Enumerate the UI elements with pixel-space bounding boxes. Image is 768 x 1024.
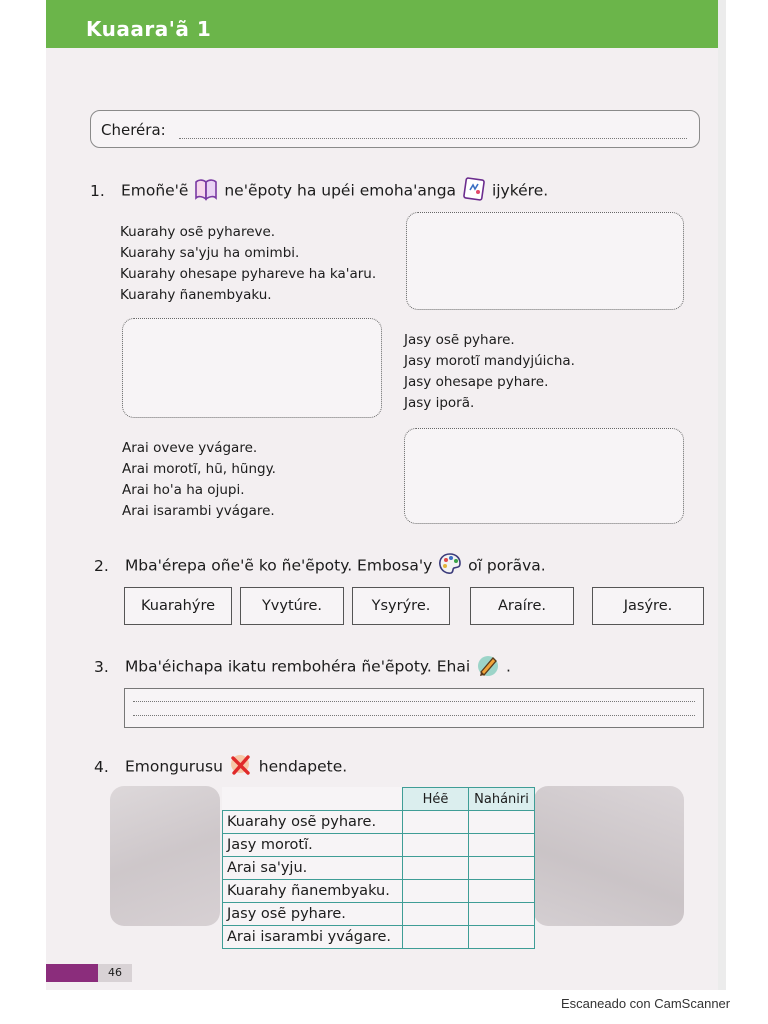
table-row [223,926,535,949]
cross-mark-icon [228,752,254,782]
answer-line[interactable] [133,715,695,716]
question-4-number: 4. [94,757,109,776]
statement-cell: Arai isarambi yvágare. [223,926,403,949]
no-cell[interactable] [469,811,535,834]
question-4-text-a: Emongurusu [124,757,223,776]
yes-cell[interactable] [403,811,469,834]
poem-line: Jasy osẽ pyhare. [404,332,515,348]
palette-icon [437,551,463,581]
background-photo-right [534,786,684,926]
yes-cell[interactable] [403,857,469,880]
yes-cell[interactable] [403,926,469,949]
option-jasyre[interactable]: Jasýre. [592,587,704,625]
drawing-icon [461,176,487,206]
option-yvytura[interactable]: Yvytúre. [240,587,344,625]
poem-line: Kuarahy sa'yju ha omimbi. [120,245,300,261]
scanner-watermark: Escaneado con CamScanner [561,996,731,1011]
no-cell[interactable] [469,834,535,857]
page-number: 46 [98,964,132,982]
question-3-text-a: Mba'éichapa ikatu rembohéra ñe'ẽpoty. Ehai [124,657,471,676]
poem-sun [120,222,376,306]
question-4-text-b: hendapete. [258,757,348,776]
question-1-number: 1. [90,181,105,200]
question-2 [94,551,546,581]
option-araire[interactable]: Araíre. [470,587,574,625]
no-cell[interactable] [469,880,535,903]
yes-cell[interactable] [403,880,469,903]
yes-cell[interactable] [403,834,469,857]
poem-line: Jasy morotĩ mandyjúicha. [404,353,575,369]
true-false-table [222,787,535,949]
poem-moon [404,330,575,414]
poem-line: Arai oveve yvágare. [122,440,258,456]
table-row [223,811,535,834]
poem-line: Arai morotĩ, hũ, hũngy. [122,461,276,477]
header-bar [46,0,718,48]
page-tab [46,964,98,982]
question-1-text-c: ijykére. [491,181,549,200]
table-row [223,880,535,903]
table-row [223,857,535,880]
table-row [223,903,535,926]
question-1-text-b: ne'ẽpoty ha upéi emoha'anga [224,181,457,200]
question-3 [94,652,511,682]
statement-cell: Jasy morotĩ. [223,834,403,857]
poem-line: Kuarahy ñanembyaku. [120,287,272,303]
table-row [223,834,535,857]
workbook-page [46,0,718,990]
drawing-box-sun[interactable] [406,212,684,310]
table-corner [223,788,403,811]
option-kuarahyre[interactable]: Kuarahýre [124,587,232,625]
yes-cell[interactable] [403,903,469,926]
page-title: Kuaara'ã 1 [86,17,212,41]
table-header-row [223,788,535,811]
question-3-number: 3. [94,657,109,676]
poem-line: Kuarahy osẽ pyhareve. [120,224,276,240]
question-2-text-b: oĩ porãva. [468,556,546,575]
question-1-text-a: Emoñe'ẽ [120,181,189,200]
title-answer-box[interactable] [124,688,704,728]
background-photo-left [110,786,220,926]
no-cell[interactable] [469,926,535,949]
poem-line: Arai ho'a ha ojupi. [122,482,245,498]
poem-line: Kuarahy ohesape pyhareve ha ka'aru. [120,266,377,282]
no-cell[interactable] [469,903,535,926]
no-cell[interactable] [469,857,535,880]
name-write-line[interactable] [179,138,687,139]
question-4 [94,752,347,782]
question-2-text-a: Mba'érepa oñe'ẽ ko ñe'ẽpoty. Embosa'y [124,556,433,575]
column-header-no: Nahániri [469,788,535,811]
pencil-icon [475,652,501,682]
name-field[interactable] [90,110,700,148]
answer-line[interactable] [133,701,695,702]
question-1 [90,176,548,206]
statement-cell: Jasy osẽ pyhare. [223,903,403,926]
option-ysyryre[interactable]: Ysyrýre. [352,587,450,625]
poem-line: Arai isarambi yvágare. [122,503,275,519]
drawing-box-moon[interactable] [122,318,382,418]
drawing-box-cloud[interactable] [404,428,684,524]
question-3-text-b: . [506,657,511,676]
poem-line: Jasy ohesape pyhare. [404,374,549,390]
statement-cell: Arai sa'yju. [223,857,403,880]
book-icon [193,176,219,206]
name-label: Cheréra: [101,121,166,139]
column-header-yes: Héẽ [403,788,469,811]
statement-cell: Kuarahy osẽ pyhare. [223,811,403,834]
poem-cloud [122,438,276,522]
page-edge-shadow [718,0,726,990]
poem-line: Jasy iporã. [404,395,475,411]
question-2-number: 2. [94,556,109,575]
statement-cell: Kuarahy ñanembyaku. [223,880,403,903]
